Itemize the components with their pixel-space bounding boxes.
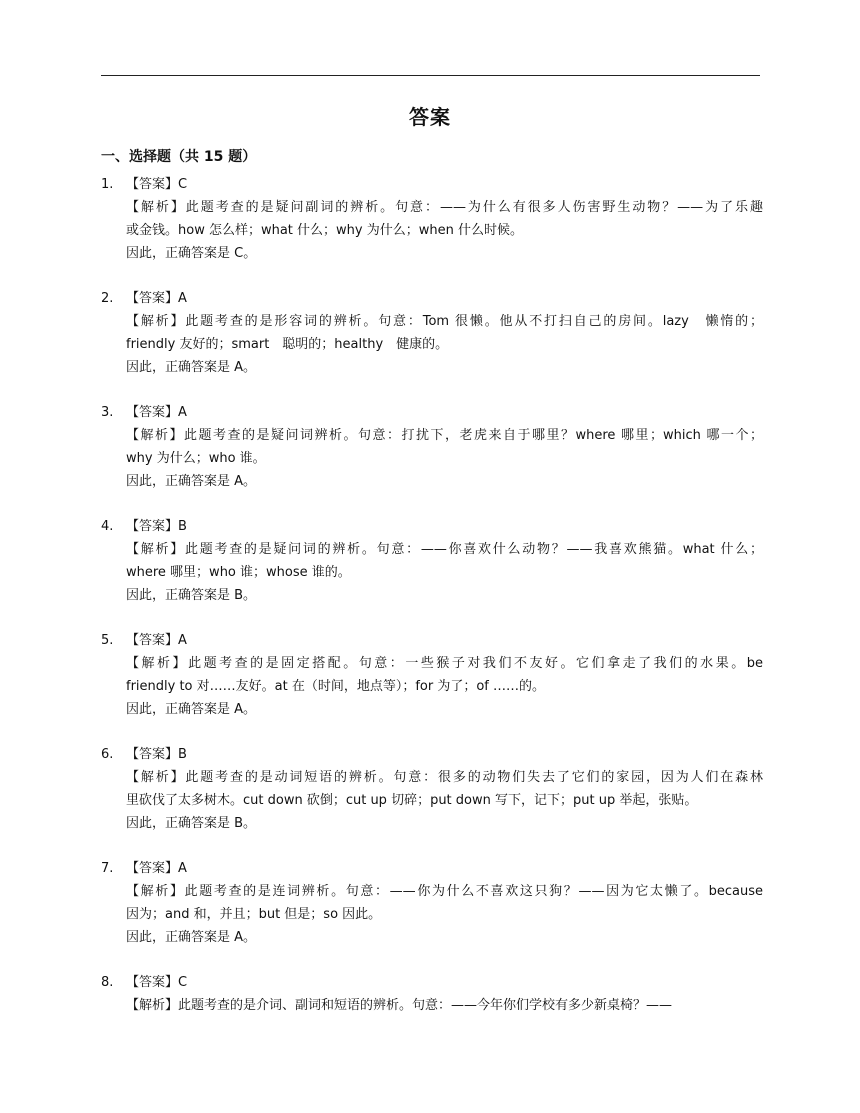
explanation-line: why 为什么；who 谁。 (126, 451, 266, 466)
conclusion-line: 因此，正确答案是 B。 (126, 588, 257, 603)
conclusion-line: 因此，正确答案是 A。 (126, 930, 257, 945)
answer-item (101, 629, 763, 721)
answer-line: 【答案】B (126, 519, 187, 534)
conclusion-line: 因此，正确答案是 A。 (126, 360, 257, 375)
explanation-line: 【解析】此题考查的是固定搭配。句意：一些猴子对我们不友好。它们拿走了我们的水果。be (126, 656, 763, 671)
conclusion-line: 因此，正确答案是 A。 (126, 702, 257, 717)
answer-list (101, 173, 763, 1039)
conclusion-line: 因此，正确答案是 A。 (126, 474, 257, 489)
explanation-line: where 哪里；who 谁；whose 谁的。 (126, 565, 351, 580)
explanation-line: friendly to 对……友好。at 在（时间，地点等）；for 为了；of ……的。 (126, 679, 546, 694)
section-heading: 一、选择题（共 15 题） (101, 149, 257, 165)
item-number: 4. (101, 519, 114, 534)
answer-item (101, 401, 763, 493)
explanation-line: 【解析】此题考查的是疑问词辨析。句意：打扰下，老虎来自于哪里？where 哪里；which 哪一个； (126, 428, 763, 443)
answer-line: 【答案】C (126, 975, 188, 990)
answer-line: 【答案】A (126, 291, 187, 306)
answer-line: 【答案】A (126, 633, 187, 648)
answer-line: 【答案】B (126, 747, 187, 762)
header-rule (101, 75, 760, 76)
answer-item (101, 287, 763, 379)
answer-item (101, 971, 763, 1017)
explanation-line: 或金钱。how 怎么样；what 什么；why 为什么；when 什么时候。 (126, 223, 523, 238)
explanation-line: 里砍伐了太多树木。cut down 砍倒；cut up 切碎；put down 写下，记下；put up 举起，张贴。 (126, 793, 698, 808)
page-title: 答案 (409, 105, 451, 129)
explanation-line: 【解析】此题考查的是形容词的辨析。句意：Tom 很懒。他从不打扫自己的房间。lazy 懒惰的； (126, 314, 763, 329)
explanation-line: 【解析】此题考查的是疑问副词的辨析。句意：——为什么有很多人伤害野生动物？——为了乐趣 (126, 200, 763, 215)
explanation-line: 【解析】此题考查的是疑问词的辨析。句意：——你喜欢什么动物？——我喜欢熊猫。what 什么； (126, 542, 763, 557)
explanation-line: 【解析】此题考查的是动词短语的辨析。句意：很多的动物们失去了它们的家园，因为人们在森林 (126, 770, 763, 785)
item-number: 1. (101, 177, 114, 192)
answer-item (101, 743, 763, 835)
item-number: 3. (101, 405, 114, 420)
answer-item (101, 857, 763, 949)
answer-line: 【答案】A (126, 405, 187, 420)
item-number: 6. (101, 747, 114, 762)
item-number: 2. (101, 291, 114, 306)
answer-line: 【答案】A (126, 861, 187, 876)
answer-item (101, 515, 763, 607)
answer-line: 【答案】C (126, 177, 188, 192)
conclusion-line: 因此，正确答案是 C。 (126, 246, 257, 261)
explanation-line: 因为；and 和，并且；but 但是；so 因此。 (126, 907, 382, 922)
item-number: 8. (101, 975, 114, 990)
answer-item (101, 173, 763, 265)
explanation-line: 【解析】此题考查的是连词辨析。句意：——你为什么不喜欢这只狗？——因为它太懒了。because (126, 884, 763, 899)
item-number: 5. (101, 633, 114, 648)
item-number: 7. (101, 861, 114, 876)
explanation-line: 【解析】此题考查的是介词、副词和短语的辨析。句意：——今年你们学校有多少新桌椅？—— (126, 998, 673, 1013)
explanation-line: friendly 友好的；smart 聪明的；healthy 健康的。 (126, 337, 449, 352)
conclusion-line: 因此，正确答案是 B。 (126, 816, 257, 831)
